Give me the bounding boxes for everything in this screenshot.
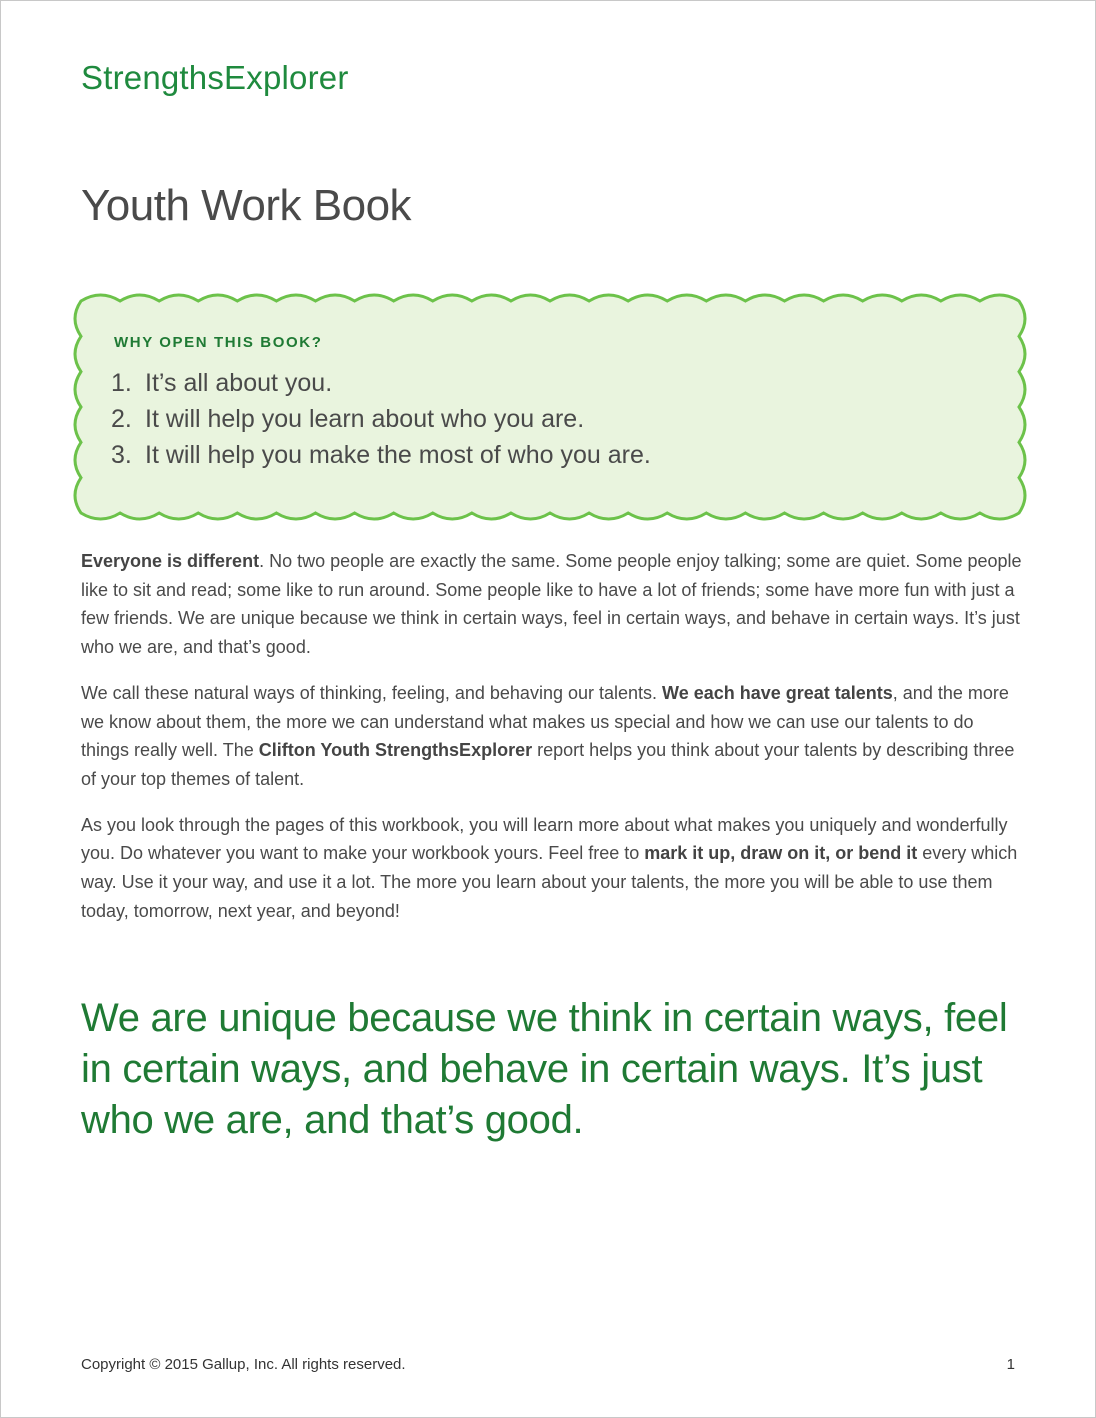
body-text: [81, 547, 1026, 942]
list-item-number: 1.: [111, 369, 132, 397]
list-item-text: It’s all about you.: [145, 369, 333, 397]
brand-name: StrengthsExplorer: [81, 59, 349, 96]
callout-heading: WHY OPEN THIS BOOK?: [114, 334, 323, 351]
why-open-callout: [71, 287, 1031, 527]
paragraph-talents: [81, 679, 1026, 794]
callout-list: [111, 365, 651, 473]
document-title: Youth Work Book: [81, 181, 412, 230]
paragraph-text: We call these natural ways of thinking, feeling, and behaving our talents.: [81, 682, 663, 703]
paragraph-text: . No two people are exactly the same. Some people enjoy talking; some are quiet. Some people like to sit and read; some like to run around. Some people like to have a lot of friends; some have more fun with just a few friends. We are unique because we think in certain ways, feel in certain ways, and behave in certain ways. It’s just who we are, and that’s good.: [81, 551, 1022, 658]
bold-phrase: Clifton Youth StrengthsExplorer: [258, 740, 533, 761]
pull-quote: We are unique because we think in certain ways, feel in certain ways, and behave in certain ways. It’s just who we are, and that’s good.: [81, 996, 1008, 1142]
callout-list-item: [111, 401, 651, 437]
bold-phrase: We each have great talents: [662, 682, 893, 703]
bold-phrase: Everyone is different: [81, 551, 260, 571]
page-number: 1: [1006, 1356, 1015, 1373]
paragraph-workbook: [81, 811, 1026, 926]
list-item-text: It will help you make the most of who you are.: [145, 441, 651, 469]
callout-list-item: [111, 437, 651, 473]
paragraph-text: report helps you think about your talents by describing three of your top themes of talent.: [81, 740, 1015, 789]
bold-phrase: mark it up, draw on it, or bend it: [644, 843, 918, 864]
callout-list-item: [111, 365, 651, 401]
paragraph-text: As you look through the pages of this workbook, you will learn more about what makes you uniquely and wonderfully you. Do whatever you want to make your workbook yours. Feel free to: [81, 814, 1008, 864]
list-item-number: 2.: [111, 405, 132, 433]
list-item-text: It will help you learn about who you are.: [145, 405, 585, 433]
paragraph-everyone-different: [81, 547, 1026, 662]
list-item-number: 3.: [111, 441, 132, 469]
copyright-notice: Copyright © 2015 Gallup, Inc. All rights reserved.: [81, 1356, 406, 1373]
paragraph-text: , and the more we know about them, the more we can understand what makes us special and how we can use our talents to do things really well. The: [81, 682, 1009, 761]
paragraph-text: every which way. Use it your way, and use it a lot. The more you learn about your talents, the more you will be able to use them today, tomorrow, next year, and beyond!: [81, 843, 1018, 921]
